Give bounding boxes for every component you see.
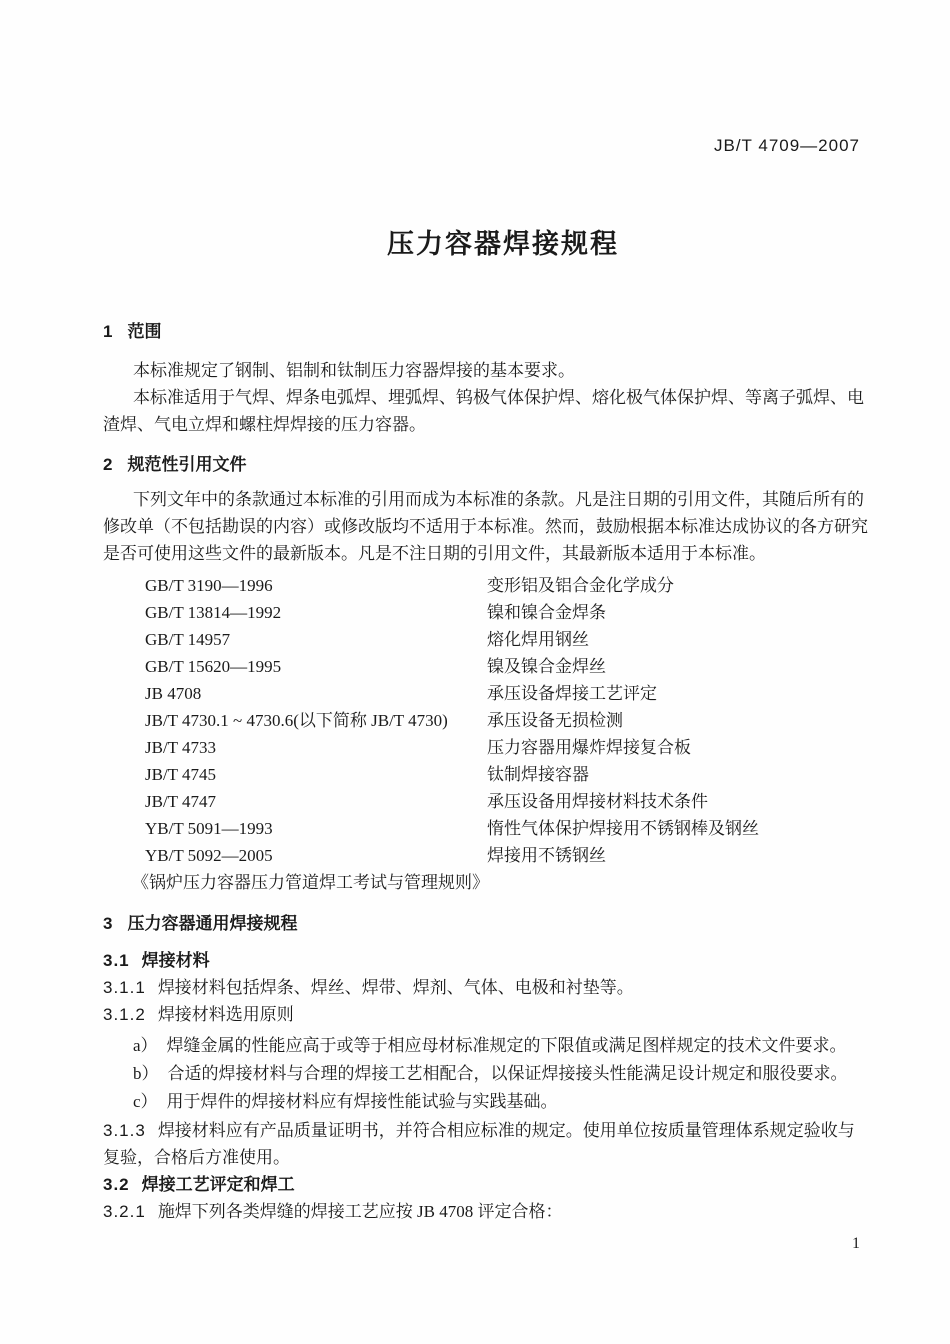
clause-line bbox=[103, 1117, 903, 1144]
reference-title: 变形铝及铝合金化学成分 bbox=[487, 576, 674, 595]
reference-title: 承压设备焊接工艺评定 bbox=[487, 684, 657, 703]
reference-code: JB/T 4730.1 ~ 4730.6(以下简称 JB/T 4730) bbox=[145, 711, 448, 730]
reference-code: JB/T 4745 bbox=[145, 765, 217, 784]
list-item-text: 合适的焊接材料与合理的焊接工艺相配合，以保证焊接接头性能满足设计规定和服役要求。 bbox=[167, 1064, 848, 1083]
section2-heading bbox=[103, 451, 903, 478]
reference-title: 镍及镍合金焊丝 bbox=[487, 657, 606, 676]
paragraph-line: 本标准适用于气焊、焊条电弧焊、埋弧焊、钨极气体保护焊、熔化极气体保护焊、等离子弧焊、电 bbox=[133, 388, 864, 407]
clause-3-1-1 bbox=[103, 974, 903, 1001]
paragraph-line: 渣焊、气电立焊和螺柱焊焊接的压力容器。 bbox=[103, 415, 426, 434]
reference-row bbox=[145, 842, 903, 869]
reference-row bbox=[145, 653, 903, 680]
list-item-label: a） bbox=[133, 1036, 158, 1055]
section3-1-heading bbox=[103, 947, 903, 974]
list-item bbox=[103, 1060, 903, 1087]
selection-principles-list bbox=[103, 1032, 903, 1115]
section1-number: 1 bbox=[103, 322, 114, 341]
doc-title: 压力容器焊接规程 bbox=[387, 229, 619, 259]
reference-row bbox=[145, 707, 903, 734]
reference-row bbox=[145, 761, 903, 788]
reference-title: 焊接用不锈钢丝 bbox=[487, 846, 606, 865]
reference-code: YB/T 5092—2005 bbox=[145, 846, 273, 865]
clause-3-2-1 bbox=[103, 1198, 903, 1225]
reference-title: 惰性气体保护焊接用不锈钢棒及钢丝 bbox=[487, 819, 759, 838]
section1-paragraph1 bbox=[103, 357, 903, 384]
reference-row bbox=[145, 626, 903, 653]
paragraph-line: 下列文年中的条款通过本标准的引用而成为本标准的条款。凡是注日期的引用文件，其随后所有的 bbox=[133, 490, 864, 509]
list-item-text: 用于焊件的焊接材料应有焊接性能试验与实践基础。 bbox=[166, 1092, 558, 1111]
reference-row bbox=[145, 815, 903, 842]
page-number: 1 bbox=[852, 1235, 860, 1252]
paragraph-line: 本标准规定了钢制、铝制和钛制压力容器焊接的基本要求。 bbox=[133, 361, 575, 380]
list-item bbox=[103, 1088, 903, 1115]
clause-number: 3.2.1 bbox=[103, 1202, 146, 1221]
reference-row bbox=[145, 734, 903, 761]
reference-title: 压力容器用爆炸焊接复合板 bbox=[487, 738, 691, 757]
clause-3-1-3 bbox=[103, 1117, 903, 1171]
reference-title: 熔化焊用钢丝 bbox=[487, 630, 589, 649]
section3-2-number: 3.2 bbox=[103, 1175, 130, 1194]
clause-text: 焊接材料包括焊条、焊丝、焊带、焊剂、气体、电极和衬垫等。 bbox=[157, 978, 634, 997]
clause-3-1-2 bbox=[103, 1001, 903, 1028]
section3-2-heading bbox=[103, 1171, 903, 1198]
clause-line: 复验，合格后方准使用。 bbox=[103, 1148, 290, 1167]
reference-code: GB/T 15620—1995 bbox=[145, 657, 282, 676]
reference-code: JB/T 4733 bbox=[145, 738, 217, 757]
reference-row bbox=[145, 572, 903, 599]
list-item-text: 焊缝金属的性能应高于或等于相应母材标准规定的下限值或满足图样规定的技术文件要求。 bbox=[166, 1036, 847, 1055]
clause-number: 3.1.1 bbox=[103, 978, 146, 997]
reference-title: 钛制焊接容器 bbox=[487, 765, 589, 784]
section3-2-title: 焊接工艺评定和焊工 bbox=[141, 1175, 295, 1194]
clause-text: 焊接材料应有产品质量证明书，并符合相应标准的规定。使用单位按质量管理体系规定验收与 bbox=[157, 1121, 855, 1140]
reference-row bbox=[145, 599, 903, 626]
paragraph-line: 是否可使用这些文件的最新版本。凡是不注日期的引用文件，其最新版本适用于本标准。 bbox=[103, 544, 766, 563]
references-list bbox=[103, 572, 903, 869]
list-item-label: b） bbox=[133, 1064, 159, 1083]
reference-code: YB/T 5091—1993 bbox=[145, 819, 273, 838]
reference-row bbox=[145, 680, 903, 707]
reference-code: JB/T 4747 bbox=[145, 792, 217, 811]
reference-title: 镍和镍合金焊条 bbox=[487, 603, 606, 622]
clause-number: 3.1.2 bbox=[103, 1005, 146, 1024]
doc-number: JB/T 4709—2007 bbox=[714, 136, 860, 155]
reference-code: GB/T 3190—1996 bbox=[145, 576, 273, 595]
reference-code: GB/T 13814—1992 bbox=[145, 603, 282, 622]
section2-intro bbox=[103, 486, 903, 567]
reference-title: 承压设备用焊接材料技术条件 bbox=[487, 792, 708, 811]
reference-title: 承压设备无损检测 bbox=[487, 711, 623, 730]
section1-paragraph2 bbox=[103, 384, 903, 438]
section2-number: 2 bbox=[103, 455, 114, 474]
list-item bbox=[103, 1032, 903, 1059]
reference-row bbox=[145, 788, 903, 815]
section3-1-title: 焊接材料 bbox=[141, 951, 210, 970]
paragraph-line: 修改单（不包括勘误的内容）或修改版均不适用于本标准。然而，鼓励根据本标准达成协议的各方研究 bbox=[103, 517, 868, 536]
trailing-reference: 《锅炉压力容器压力管道焊工考试与管理规则》 bbox=[132, 873, 489, 892]
reference-code: GB/T 14957 bbox=[145, 630, 231, 649]
section1-title: 范围 bbox=[127, 322, 162, 341]
section3-title: 压力容器通用焊接规程 bbox=[127, 914, 298, 933]
section3-1-number: 3.1 bbox=[103, 951, 130, 970]
section1-heading bbox=[103, 318, 903, 345]
clause-text: 施焊下列各类焊缝的焊接工艺应按 JB 4708 评定合格： bbox=[157, 1202, 563, 1221]
section3-number: 3 bbox=[103, 914, 114, 933]
list-item-label: c） bbox=[133, 1092, 158, 1111]
section2-title: 规范性引用文件 bbox=[127, 455, 247, 474]
section3-heading bbox=[103, 910, 903, 937]
clause-text: 焊接材料选用原则 bbox=[157, 1005, 294, 1024]
reference-code: JB 4708 bbox=[145, 684, 202, 703]
doc-header bbox=[103, 135, 860, 157]
clause-number: 3.1.3 bbox=[103, 1121, 146, 1140]
